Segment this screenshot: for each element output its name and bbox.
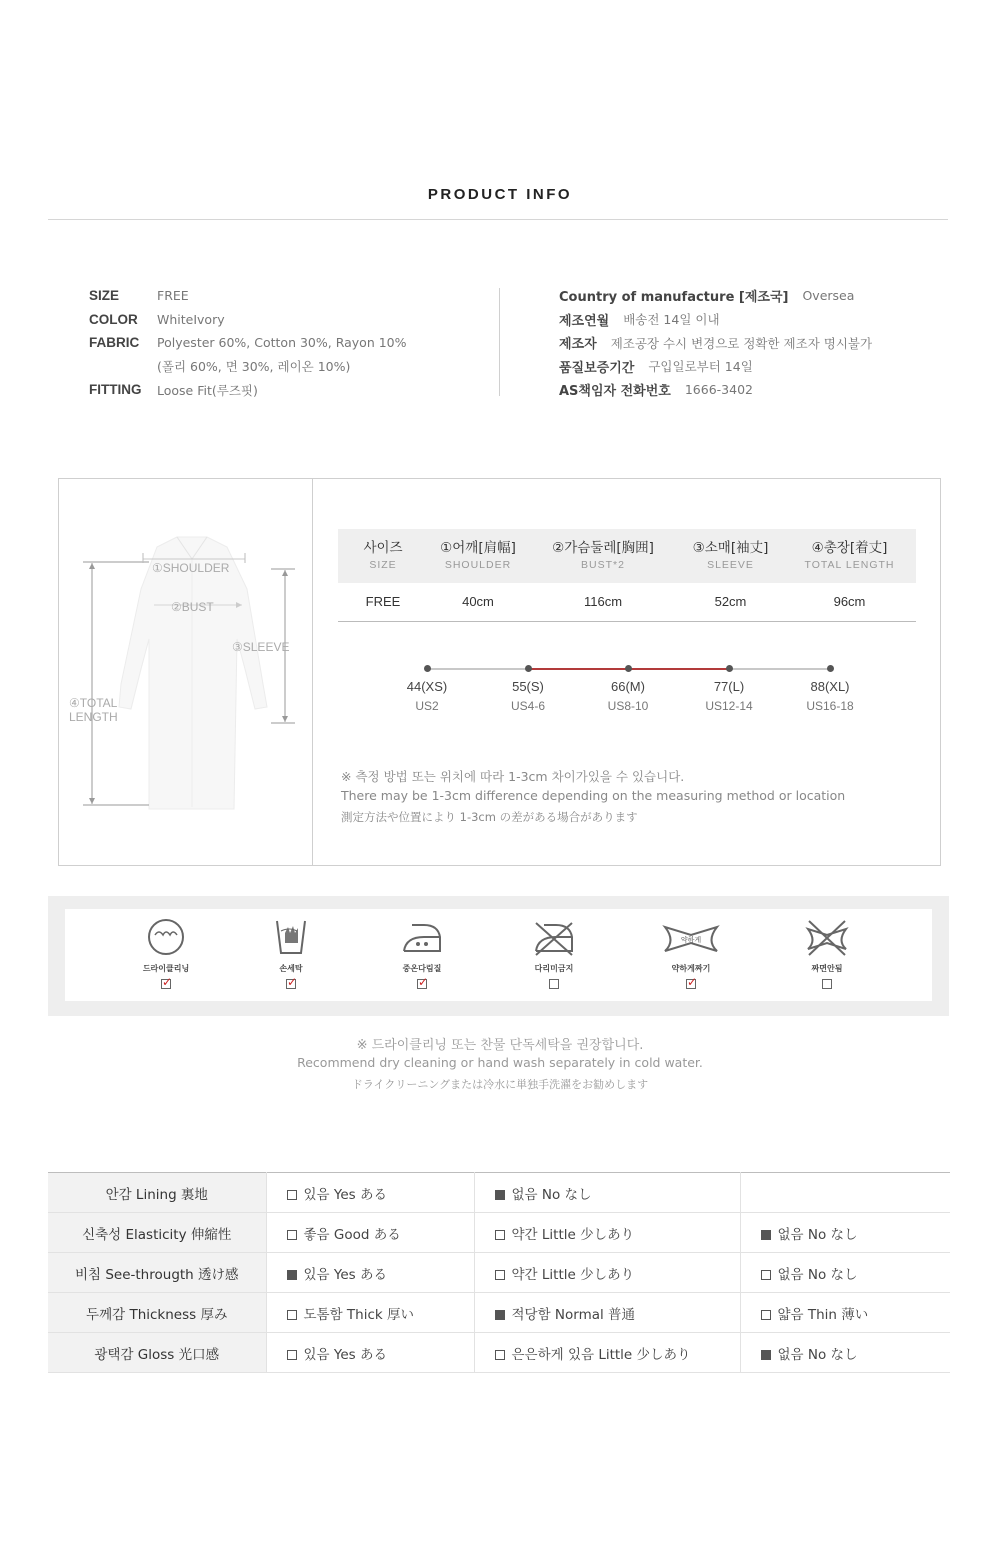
property-label: 두께감 Thickness 厚み bbox=[48, 1293, 266, 1333]
property-option bbox=[266, 1173, 474, 1213]
size-scale-dot bbox=[726, 665, 733, 672]
property-label: 광택감 Gloss 光口感 bbox=[48, 1333, 266, 1373]
hand-wash-icon bbox=[269, 917, 313, 957]
shoulder-value: 40cm bbox=[428, 583, 528, 621]
size-scale-us: US8-10 bbox=[607, 699, 649, 713]
product-spec-list bbox=[89, 284, 489, 402]
option-text: 있음 Yes ある bbox=[303, 1186, 387, 1203]
option-checkbox bbox=[761, 1270, 771, 1280]
manufacture-row bbox=[559, 331, 979, 355]
property-option bbox=[474, 1293, 740, 1333]
size-scale-label: 44(XS) bbox=[406, 679, 448, 694]
gentle-wring-icon bbox=[661, 917, 721, 957]
option-checkbox bbox=[287, 1310, 297, 1320]
care-item-hand-wash bbox=[261, 917, 321, 993]
size-subheader: SIZE bbox=[369, 559, 397, 571]
manufacture-row bbox=[559, 308, 979, 332]
length-header: ④총장[着丈] bbox=[811, 540, 888, 556]
size-scale-label: 55(S) bbox=[512, 679, 544, 694]
property-option bbox=[266, 1293, 474, 1333]
option-text: 없음 No なし bbox=[777, 1346, 858, 1363]
manufacture-row bbox=[559, 284, 979, 308]
care-note-kr: ※ 드라이클리닝 또는 찬물 단독세탁을 권장합니다. bbox=[356, 1038, 644, 1053]
size-scale-us: US2 bbox=[415, 699, 439, 713]
size-table-subheader bbox=[338, 556, 916, 583]
option-checkbox bbox=[287, 1230, 297, 1240]
bust-subheader: BUST*2 bbox=[581, 559, 625, 571]
property-option bbox=[740, 1333, 950, 1373]
property-label: 신축성 Elasticity 伸縮性 bbox=[48, 1213, 266, 1253]
care-item-iron-medium bbox=[392, 917, 452, 993]
size-note-en: There may be 1-3cm difference depending on the measuring method or location bbox=[341, 788, 846, 803]
bust-header: ②가슴둘레[胸囲] bbox=[552, 540, 654, 556]
option-text: 약간 Little 少しあり bbox=[511, 1266, 635, 1283]
care-label: 손세탁 bbox=[279, 964, 303, 973]
property-option bbox=[474, 1333, 740, 1373]
spec-row-color bbox=[89, 308, 489, 332]
option-checkbox bbox=[287, 1350, 297, 1360]
size-table-row bbox=[338, 583, 916, 621]
option-checkbox bbox=[495, 1310, 505, 1320]
manufacture-key: 제조자 bbox=[559, 337, 597, 353]
property-option bbox=[474, 1213, 740, 1253]
manufacture-row bbox=[559, 378, 979, 402]
manufacture-key: Country of manufacture [제조국] bbox=[559, 290, 789, 306]
size-scale-dot bbox=[424, 665, 431, 672]
care-checkbox bbox=[822, 979, 832, 989]
property-row-lining bbox=[48, 1173, 950, 1213]
size-scale-us: US12-14 bbox=[705, 699, 753, 713]
total-length-label: ④TOTAL bbox=[69, 696, 118, 710]
sleeve-value: 52cm bbox=[678, 583, 783, 621]
manufacture-key: 제조연월 bbox=[559, 313, 610, 329]
sleeve-header: ③소매[袖丈] bbox=[692, 540, 769, 556]
option-checkbox bbox=[761, 1230, 771, 1240]
length-subheader: TOTAL LENGTH bbox=[804, 559, 895, 571]
option-checkbox bbox=[495, 1190, 505, 1200]
bust-value: 116cm bbox=[528, 583, 678, 621]
property-row-gloss bbox=[48, 1333, 950, 1373]
option-text: 도톰함 Thick 厚い bbox=[303, 1306, 414, 1323]
shirt-image bbox=[59, 479, 312, 865]
care-item-gentle-wring bbox=[661, 917, 721, 993]
shoulder-label: ①SHOULDER bbox=[152, 561, 230, 575]
care-item-dry-clean bbox=[136, 917, 196, 993]
manufacture-row bbox=[559, 355, 979, 379]
no-iron-icon bbox=[532, 917, 576, 957]
spec-value: Loose Fit(루즈핏) bbox=[157, 382, 258, 398]
total-length-label-2: LENGTH bbox=[69, 710, 118, 724]
size-scale-label: 77(L) bbox=[713, 679, 745, 694]
property-row-thickness bbox=[48, 1293, 950, 1333]
title-divider bbox=[48, 219, 948, 220]
care-checkbox bbox=[549, 979, 559, 989]
option-text: 은은하게 있음 Little 少しあり bbox=[511, 1346, 691, 1363]
size-value: FREE bbox=[338, 583, 428, 621]
care-label: 드라이클리닝 bbox=[142, 964, 190, 973]
care-label: 다리미금지 bbox=[534, 964, 574, 973]
iron-medium-icon bbox=[400, 917, 444, 957]
option-text: 있음 Yes ある bbox=[303, 1346, 387, 1363]
size-scale-label: 88(XL) bbox=[810, 679, 850, 694]
care-checkbox bbox=[161, 979, 171, 989]
option-text: 적당함 Normal 普通 bbox=[511, 1306, 636, 1323]
spec-row-fitting bbox=[89, 378, 489, 402]
spec-value: FREE bbox=[157, 288, 189, 304]
fabric-properties-table bbox=[48, 1172, 950, 1373]
property-option bbox=[474, 1253, 740, 1293]
care-note-jp: ドライクリーニングまたは冷水に単独手洗濯をお勧めします bbox=[351, 1078, 649, 1091]
property-label: 비침 See-througth 透け感 bbox=[48, 1253, 266, 1293]
option-text: 약간 Little 少しあり bbox=[511, 1226, 635, 1243]
spec-key: COLOR bbox=[89, 311, 138, 327]
property-option bbox=[740, 1293, 950, 1333]
option-text: 없음 No なし bbox=[777, 1266, 858, 1283]
manufacture-value: 1666-3402 bbox=[684, 382, 753, 398]
spec-row-fabric bbox=[89, 331, 489, 355]
spec-key: FITTING bbox=[89, 382, 142, 398]
care-label: 약하게짜기 bbox=[671, 964, 711, 973]
size-note-jp: 測定方法や位置により 1-3cm の差がある場合があります bbox=[341, 810, 638, 824]
size-table bbox=[338, 529, 916, 622]
size-scale-us: US16-18 bbox=[806, 699, 854, 713]
option-checkbox bbox=[761, 1310, 771, 1320]
spec-value: WhiteIvory bbox=[157, 311, 225, 327]
size-table-header bbox=[338, 529, 916, 556]
option-text: 없음 No なし bbox=[777, 1226, 858, 1243]
manufacture-value: Oversea bbox=[802, 288, 855, 304]
care-section bbox=[48, 896, 949, 1016]
manufacture-value: 제조공장 수시 변경으로 정확한 제조자 명시불가 bbox=[610, 335, 873, 351]
option-text: 좋음 Good ある bbox=[303, 1226, 401, 1243]
shoulder-subheader: SHOULDER bbox=[444, 559, 512, 571]
length-value: 96cm bbox=[783, 583, 916, 621]
option-text: 없음 No なし bbox=[511, 1186, 592, 1203]
spec-value: Polyester 60%, Cotton 30%, Rayon 10% bbox=[157, 335, 407, 351]
care-icons-panel bbox=[65, 909, 932, 1001]
manufacture-value: 배송전 14일 이내 bbox=[623, 312, 720, 328]
property-option bbox=[266, 1253, 474, 1293]
size-chart-box bbox=[58, 478, 941, 866]
property-option bbox=[740, 1213, 950, 1253]
care-item-no-iron bbox=[524, 917, 584, 993]
manufacture-key: 품질보증기간 bbox=[559, 360, 635, 376]
sleeve-label: ③SLEEVE bbox=[232, 640, 290, 654]
size-header: 사이즈 bbox=[363, 540, 403, 556]
size-box-divider bbox=[312, 479, 313, 865]
no-wring-icon bbox=[805, 917, 849, 957]
property-option-empty bbox=[740, 1173, 950, 1213]
shirt-diagram bbox=[59, 479, 312, 865]
option-text: 얇음 Thin 薄い bbox=[777, 1306, 869, 1323]
spec-key: SIZE bbox=[89, 288, 120, 304]
spec-row-size bbox=[89, 284, 489, 308]
property-label: 안감 Lining 裏地 bbox=[48, 1173, 266, 1213]
size-scale-dot bbox=[827, 665, 834, 672]
size-note-kr: ※ 측정 방법 또는 위치에 따라 1-3cm 차이가있을 수 있습니다. bbox=[341, 769, 685, 784]
option-text: 있음 Yes ある bbox=[303, 1266, 387, 1283]
care-checkbox bbox=[286, 979, 296, 989]
manufacture-key: AS책임자 전화번호 bbox=[559, 384, 671, 400]
bust-label: ②BUST bbox=[171, 600, 214, 614]
shoulder-header: ①어깨[肩幅] bbox=[440, 540, 516, 556]
size-scale-dot bbox=[525, 665, 532, 672]
property-option bbox=[266, 1213, 474, 1253]
property-option bbox=[474, 1173, 740, 1213]
size-scale-label: 66(M) bbox=[611, 679, 645, 694]
option-checkbox bbox=[495, 1230, 505, 1240]
care-checkbox bbox=[686, 979, 696, 989]
spec-value: (폴리 60%, 면 30%, 레이온 10%) bbox=[157, 359, 351, 375]
gentle-wring-icon-text: 약하게 bbox=[680, 936, 702, 944]
dry-clean-icon bbox=[144, 917, 188, 957]
property-row-see-through bbox=[48, 1253, 950, 1293]
page-title: PRODUCT INFO bbox=[427, 186, 573, 203]
spec-row-fabric-kr bbox=[89, 355, 489, 379]
size-scale-us: US4-6 bbox=[510, 699, 545, 713]
care-checkbox bbox=[417, 979, 427, 989]
info-divider bbox=[499, 288, 500, 396]
property-option bbox=[266, 1333, 474, 1373]
option-checkbox bbox=[287, 1190, 297, 1200]
size-scale-dot bbox=[625, 665, 632, 672]
care-item-no-wring bbox=[797, 917, 857, 993]
option-checkbox bbox=[495, 1270, 505, 1280]
property-row-elasticity bbox=[48, 1213, 950, 1253]
care-label: 중온다림질 bbox=[402, 964, 442, 973]
option-checkbox bbox=[287, 1270, 297, 1280]
option-checkbox bbox=[495, 1350, 505, 1360]
manufacture-info-list bbox=[559, 284, 979, 402]
manufacture-value: 구입일로부터 14일 bbox=[648, 359, 753, 375]
spec-key: FABRIC bbox=[89, 335, 140, 351]
option-checkbox bbox=[761, 1350, 771, 1360]
property-option bbox=[740, 1253, 950, 1293]
care-label: 짜면안됨 bbox=[811, 964, 843, 973]
care-note-en: Recommend dry cleaning or hand wash separately in cold water. bbox=[297, 1055, 703, 1070]
sleeve-subheader: SLEEVE bbox=[707, 559, 754, 571]
